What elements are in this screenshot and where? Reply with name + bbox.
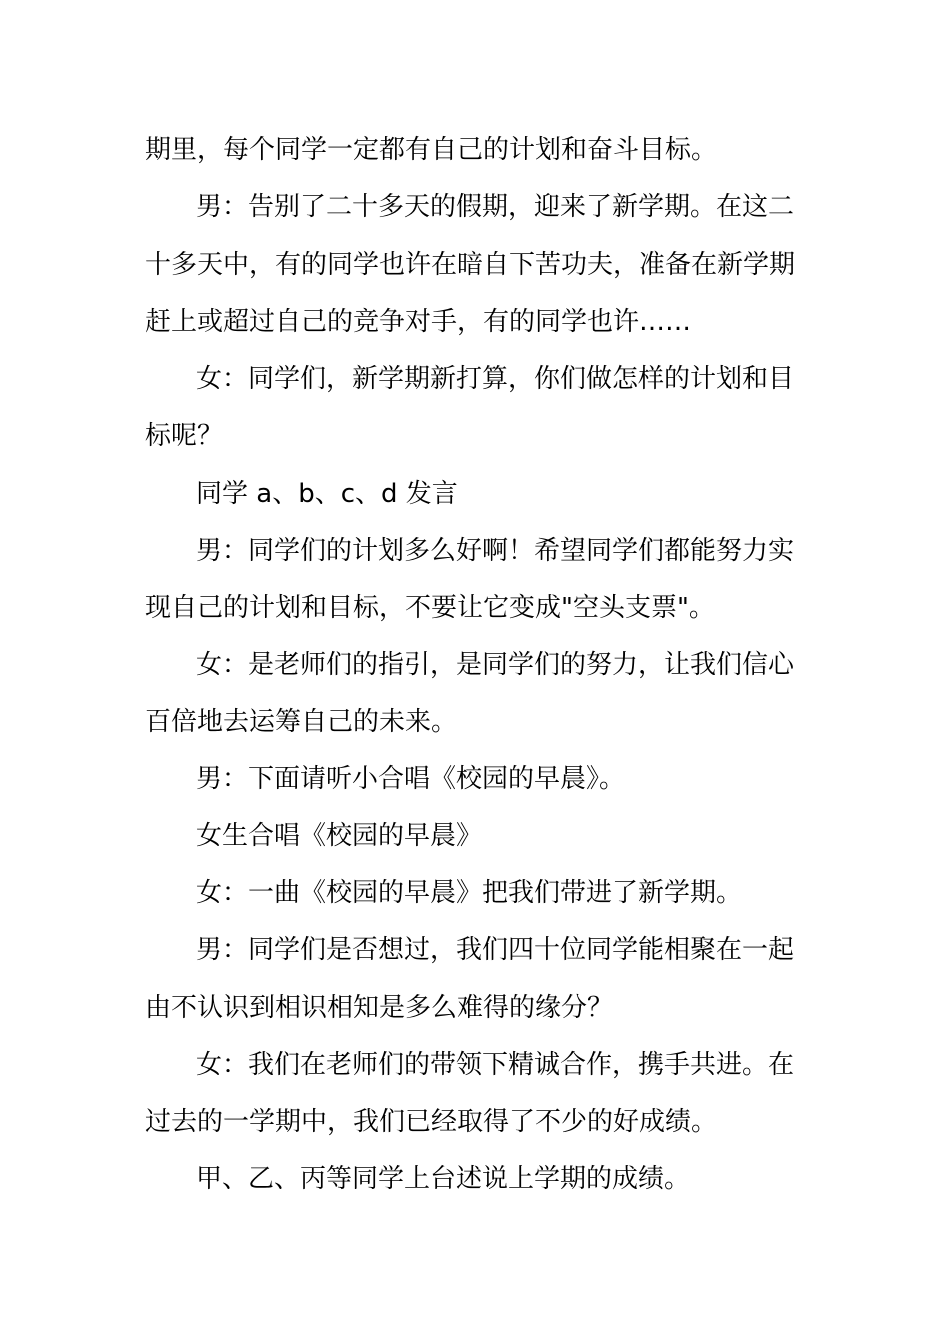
text-line: 女：我们在老师们的带领下精诚合作，携手共进。在	[196, 1050, 795, 1080]
text-line: 赶上或超过自己的竞争对手，有的同学也许……	[145, 307, 692, 337]
text-line: 十多天中，有的同学也许在暗自下苦功夫，准备在新学期	[145, 250, 796, 280]
text-line: 女：一曲《校园的早晨》把我们带进了新学期。	[196, 878, 743, 908]
text-line: 百倍地去运筹自己的未来。	[145, 707, 458, 737]
text-line: 期里，每个同学一定都有自己的计划和奋斗目标。	[145, 135, 718, 165]
text-line: 过去的一学期中，我们已经取得了不少的好成绩。	[145, 1107, 718, 1137]
text-line: 甲、乙、丙等同学上台述说上学期的成绩。	[196, 1164, 691, 1194]
text-line: 标呢？	[145, 421, 224, 451]
text-line: 男：下面请听小合唱《校园的早晨》。	[196, 764, 626, 794]
text-line: 同学 a、b、c、d 发言	[196, 479, 458, 509]
text-line: 由不认识到相识相知是多么难得的缘分？	[145, 993, 614, 1023]
text-line: 现自己的计划和目标，不要让它变成"空头支票"。	[145, 593, 715, 623]
text-line: 女：是老师们的指引，是同学们的努力，让我们信心	[196, 650, 795, 680]
text-line: 男：同学们是否想过，我们四十位同学能相聚在一起	[196, 935, 795, 965]
text-line: 女生合唱《校园的早晨》	[196, 821, 483, 851]
text-line: 男：同学们的计划多么好啊！希望同学们都能努力实	[196, 536, 795, 566]
text-line: 女：同学们，新学期新打算，你们做怎样的计划和目	[196, 364, 795, 394]
text-line: 男：告别了二十多天的假期，迎来了新学期。在这二	[196, 192, 795, 222]
